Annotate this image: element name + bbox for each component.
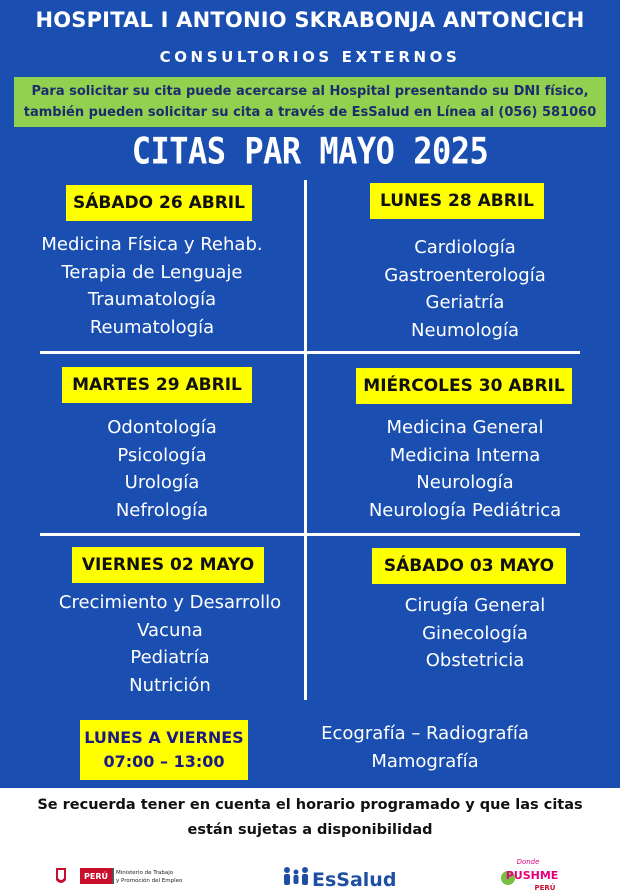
services-lunes-28 (310, 234, 620, 344)
day-label-martes-29: MARTES 29 ABRIL (62, 367, 252, 403)
service-item: Psicología (117, 444, 207, 466)
footer-line-1: Se recuerda tener en cuenta el horario programado y que las citas (37, 797, 583, 813)
day-label-sabado-03: SÁBADO 03 MAYO (372, 548, 566, 584)
footer-line-2: están sujetas a disponibilidad (187, 822, 433, 838)
service-item: Gastroenterología (384, 264, 546, 286)
day-label-lunes-28: LUNES 28 ABRIL (370, 183, 544, 219)
horizontal-divider-2 (40, 533, 580, 536)
campaign-logo (501, 858, 558, 892)
services-miercoles-30 (310, 414, 620, 524)
logos-bar (0, 848, 620, 896)
department-subtitle: CONSULTORIOS EXTERNOS (159, 48, 461, 66)
service-item: Mamografía (371, 750, 479, 772)
day-label-viernes-02: VIERNES 02 MAYO (72, 547, 264, 583)
service-item: Neurología Pediátrica (368, 499, 562, 521)
appointment-notice (14, 77, 606, 127)
service-item: Ginecología (422, 622, 528, 644)
service-item: Cardiología (414, 237, 516, 258)
service-item: Geriatría (425, 292, 505, 313)
service-item: Reumatología (89, 316, 215, 338)
peru-ministry-logo (56, 868, 183, 884)
service-item: Vacuna (137, 619, 203, 641)
service-item: Urología (124, 472, 200, 493)
weekday-services (300, 720, 550, 775)
service-item: Medicina Interna (389, 444, 541, 466)
peru-label: PERÚ (84, 872, 108, 881)
service-item: Terapia de Lenguaje (61, 261, 243, 283)
campaign-bottom-text: PERÚ (534, 884, 556, 892)
peru-shield-icon (56, 868, 66, 883)
service-item: Nutrición (129, 674, 211, 696)
service-item: Obstetricia (425, 650, 525, 671)
page-title: CITAS PAR MAYO 2025 (131, 129, 489, 173)
service-item: Medicina General (386, 417, 544, 438)
family-icon (284, 867, 308, 885)
services-martes-29 (0, 414, 324, 524)
service-item: Neurología (416, 472, 514, 493)
service-item: Neumología (411, 319, 519, 341)
campaign-main-text: PUSHME (505, 869, 559, 882)
day-label-miercoles-30: MIÉRCOLES 30 ABRIL (356, 368, 572, 404)
services-viernes-02 (0, 589, 340, 699)
service-item: Nefrología (115, 499, 209, 521)
campaign-top-text: Donde (516, 858, 540, 866)
notice-line-1: Para solicitar su cita puede acercarse al Hospital presentando su DNI físico, (31, 84, 589, 99)
ministry-line-2: y Promoción del Empleo (116, 878, 183, 884)
essalud-logo (284, 867, 396, 891)
service-item: Traumatología (87, 289, 217, 310)
service-item: Ecografía – Radiografía (321, 723, 529, 744)
essalud-wordmark: EsSalud (312, 869, 397, 891)
service-item: Medicina Física y Rehab. (41, 234, 263, 255)
service-item: Cirugía General (404, 595, 546, 616)
footer-note (0, 793, 620, 843)
service-item: Crecimiento y Desarrollo (58, 592, 282, 613)
notice-line-2: también pueden solicitar su cita a través de EsSalud en Línea al (056) 581060 (23, 105, 597, 120)
services-sabado-26 (0, 231, 304, 341)
weekday-label: LUNES A VIERNES (84, 728, 244, 747)
weekday-hours-box (80, 720, 248, 780)
ministry-line-1: Ministerio de Trabajo (116, 870, 174, 876)
horizontal-divider-1 (40, 351, 580, 354)
service-item: Odontología (107, 417, 217, 438)
services-sabado-03 (310, 592, 620, 675)
service-item: Pediatría (130, 647, 210, 668)
day-label-sabado-26: SÁBADO 26 ABRIL (66, 185, 252, 221)
hospital-title: HOSPITAL I ANTONIO SKRABONJA ANTONCICH (35, 8, 585, 32)
weekday-time: 07:00 – 13:00 (103, 752, 225, 771)
